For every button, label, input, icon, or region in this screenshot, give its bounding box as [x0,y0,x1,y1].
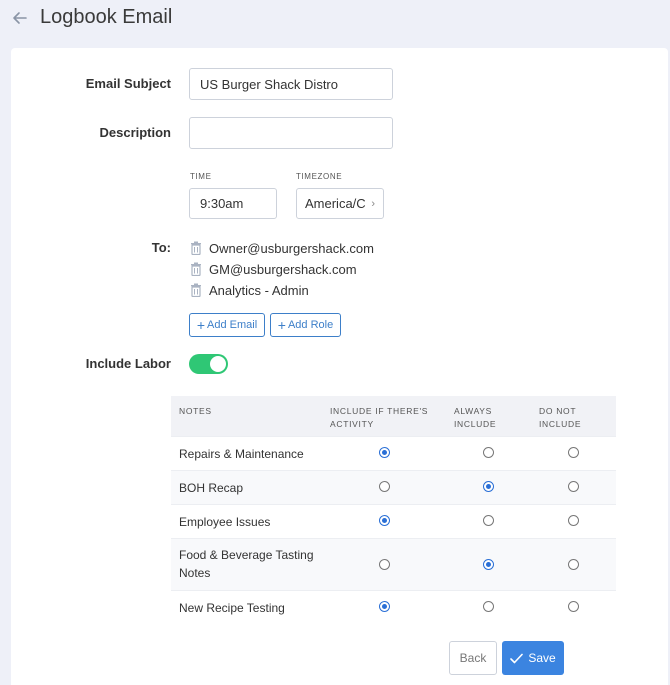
row-label [179,546,314,582]
radio-do-not-include[interactable] [568,447,579,458]
radio-always-include[interactable] [483,447,494,458]
header-activity-line1: INCLUDE IF THERE'S [330,406,429,416]
table-header [171,396,616,436]
plus-icon: + [196,317,206,333]
toggle-knob [210,356,226,372]
check-icon [510,653,523,664]
radio-always-include[interactable] [483,481,494,492]
row-label: Employee Issues [179,515,271,529]
radio-include-if-activity[interactable] [379,447,390,458]
timezone-value: America/C [305,196,366,211]
timezone-select[interactable] [296,188,384,219]
save-button[interactable] [502,641,564,675]
header-do-not-include [539,405,581,431]
table-row [171,436,616,470]
header-always-line1: ALWAYS [454,406,493,416]
add-email-button[interactable] [189,313,265,337]
radio-do-not-include[interactable] [568,515,579,526]
include-labor-label: Include Labor [85,356,171,371]
trash-icon[interactable] [190,262,202,276]
radio-always-include[interactable] [483,601,494,612]
radio-do-not-include[interactable] [568,601,579,612]
radio-always-include[interactable] [483,515,494,526]
recipient-text: Owner@usburgershack.com [209,240,374,256]
trash-icon[interactable] [190,283,202,297]
description-input[interactable] [189,117,393,149]
include-labor-toggle[interactable] [189,354,228,374]
arrow-left-icon[interactable] [10,8,30,28]
add-email-label: Add Email [207,319,258,331]
recipient-item [190,260,357,278]
email-subject-input[interactable] [189,68,393,100]
radio-always-include[interactable] [483,559,494,570]
back-button[interactable]: Back [449,641,497,675]
radio-include-if-activity[interactable] [379,481,390,492]
radio-do-not-include[interactable] [568,481,579,492]
time-label: TIME [190,172,212,181]
table-row [171,590,616,624]
add-role-label: Add Role [287,319,334,331]
page-title: Logbook Email [40,6,173,28]
save-label: Save [528,651,556,665]
to-label: To: [151,240,171,255]
recipient-item [190,281,309,299]
plus-icon: + [277,317,286,333]
time-input[interactable] [189,188,277,219]
row-label: Repairs & Maintenance [179,447,304,461]
header-always-include [454,405,496,431]
radio-include-if-activity[interactable] [379,515,390,526]
row-label: New Recipe Testing [179,601,285,615]
table-row [171,470,616,504]
header-activity-line2: ACTIVITY [330,419,374,429]
header-donot-line1: DO NOT [539,406,577,416]
recipient-item [190,239,374,257]
email-subject-label: Email Subject [85,76,171,91]
row-label-line1: Food & Beverage Tasting [179,548,314,562]
radio-include-if-activity[interactable] [379,559,390,570]
header-notes: NOTES [179,406,212,416]
description-label: Description [99,125,171,140]
row-label-line2: Notes [179,566,211,580]
table-row [171,504,616,538]
add-role-button[interactable] [270,313,341,337]
radio-do-not-include[interactable] [568,559,579,570]
recipient-text: GM@usburgershack.com [209,261,357,277]
trash-icon[interactable] [190,241,202,255]
row-label: BOH Recap [179,481,244,495]
radio-include-if-activity[interactable] [379,601,390,612]
recipient-text: Analytics - Admin [209,282,309,298]
table-row [171,538,616,590]
chevron-right-icon: › [371,197,375,210]
header-always-line2: INCLUDE [454,419,497,429]
header-include-if-activity [330,405,428,431]
header-donot-line2: INCLUDE [539,419,582,429]
timezone-label: TIMEZONE [296,172,343,181]
page-header [0,0,670,40]
